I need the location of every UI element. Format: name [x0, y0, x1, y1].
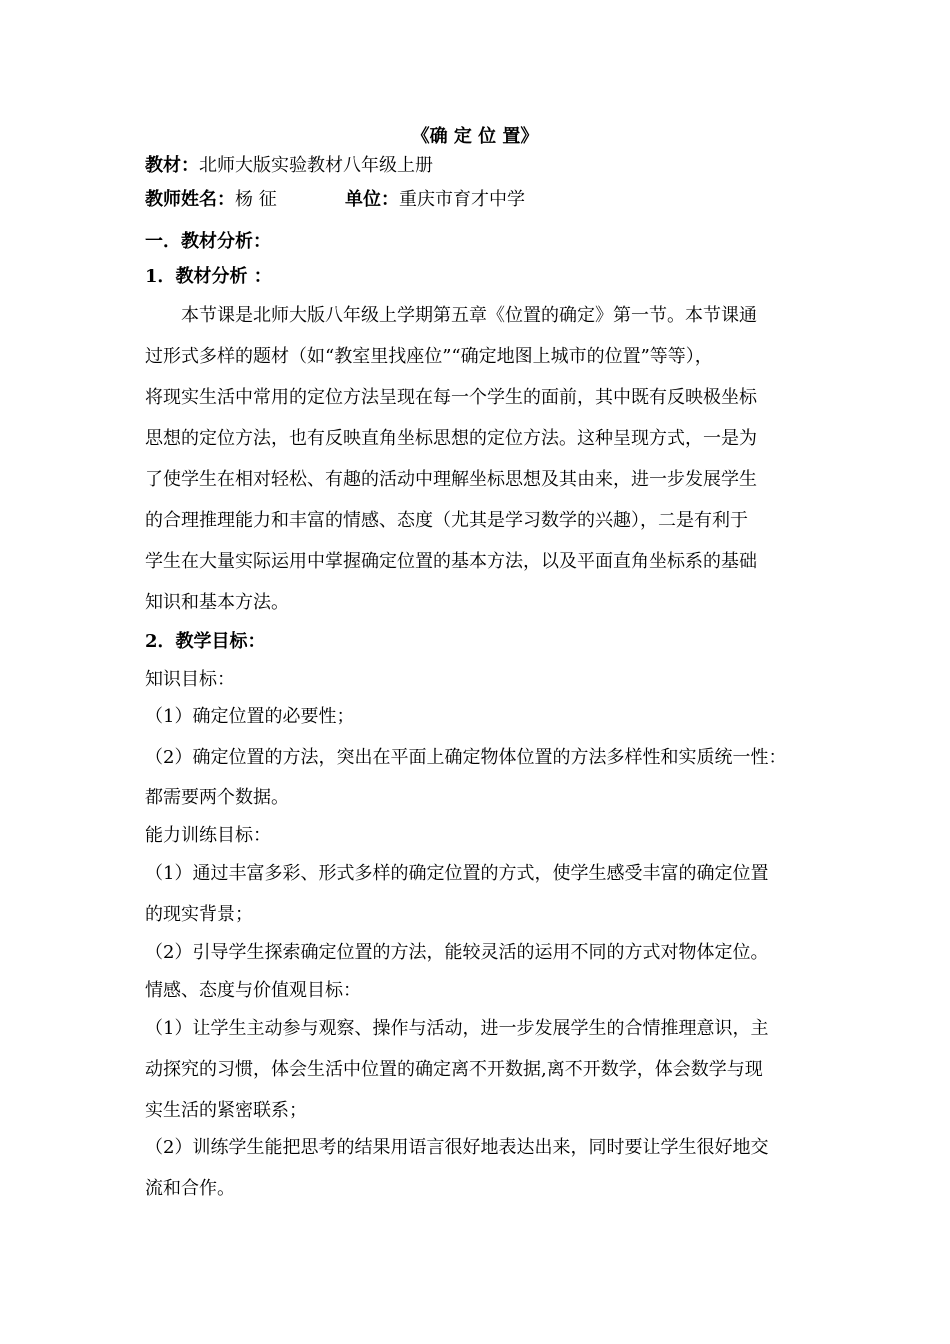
goal-line: （1）确定位置的必要性；	[145, 706, 355, 727]
teacher-label: 教师姓名：	[145, 189, 235, 210]
goal-line: 动探究的习惯，体会生活中位置的确定离不开数据,离不开数学，体会数学与现	[145, 1059, 763, 1080]
goal-line: （2）训练学生能把思考的结果用语言很好地表达出来，同时要让学生很好地交	[145, 1137, 769, 1158]
para1-line: 本节课是北师大版八年级上学期第五章《位置的确定》第一节。本节课通	[181, 305, 757, 326]
para1-line: 知识和基本方法。	[145, 592, 289, 613]
para1-line: 过形式多样的题材（如“教室里找座位”“确定地图上城市的位置”等等），	[145, 346, 713, 367]
goal-line: 的现实背景；	[145, 904, 253, 925]
goal-line: （1）让学生主动参与观察、操作与活动，进一步发展学生的合情推理意识，主	[145, 1018, 769, 1039]
textbook-line	[145, 154, 433, 178]
unit-line	[345, 188, 525, 212]
goal-line: （2）确定位置的方法，突出在平面上确定物体位置的方法多样性和实质统一性：	[145, 747, 787, 768]
goal-line: 知识目标：	[145, 669, 235, 690]
para1-line: 了使学生在相对轻松、有趣的活动中理解坐标思想及其由来，进一步发展学生	[145, 469, 757, 490]
document-title: 《确 定 位 置》	[411, 126, 539, 147]
para1-line: 的合理推理能力和丰富的情感、态度（尤其是学习数学的兴趣），二是有利于	[145, 510, 748, 531]
goal-line: 流和合作。	[145, 1178, 235, 1199]
goal-line: （1）通过丰富多彩、形式多样的确定位置的方式，使学生感受丰富的确定位置	[145, 863, 769, 884]
goal-line: 情感、态度与价值观目标：	[145, 980, 361, 1001]
section-heading-1: 一．教材分析：	[145, 231, 271, 252]
goal-line: 能力训练目标：	[145, 825, 271, 846]
goal-line: 都需要两个数据。	[145, 787, 289, 808]
unit-value: 重庆市育才中学	[399, 189, 525, 210]
para1-line: 学生在大量实际运用中掌握确定位置的基本方法，以及平面直角坐标系的基础	[145, 551, 757, 572]
goal-line: 实生活的紧密联系；	[145, 1100, 307, 1121]
subheading-1: 1．教材分析 ：	[145, 266, 272, 287]
textbook-label: 教材：	[145, 155, 199, 176]
subheading-2: 2．教学目标：	[145, 631, 266, 652]
unit-label: 单位：	[345, 189, 399, 210]
teacher-line	[145, 188, 277, 212]
para1-line: 将现实生活中常用的定位方法呈现在每一个学生的面前，其中既有反映极坐标	[145, 387, 757, 408]
para1-line: 思想的定位方法，也有反映直角坐标思想的定位方法。这种呈现方式，一是为	[145, 428, 757, 449]
textbook-value: 北师大版实验教材八年级上册	[199, 155, 433, 176]
teacher-name: 杨 征	[235, 189, 277, 210]
goal-line: （2）引导学生探索确定位置的方法，能较灵活的运用不同的方式对物体定位。	[145, 942, 769, 963]
